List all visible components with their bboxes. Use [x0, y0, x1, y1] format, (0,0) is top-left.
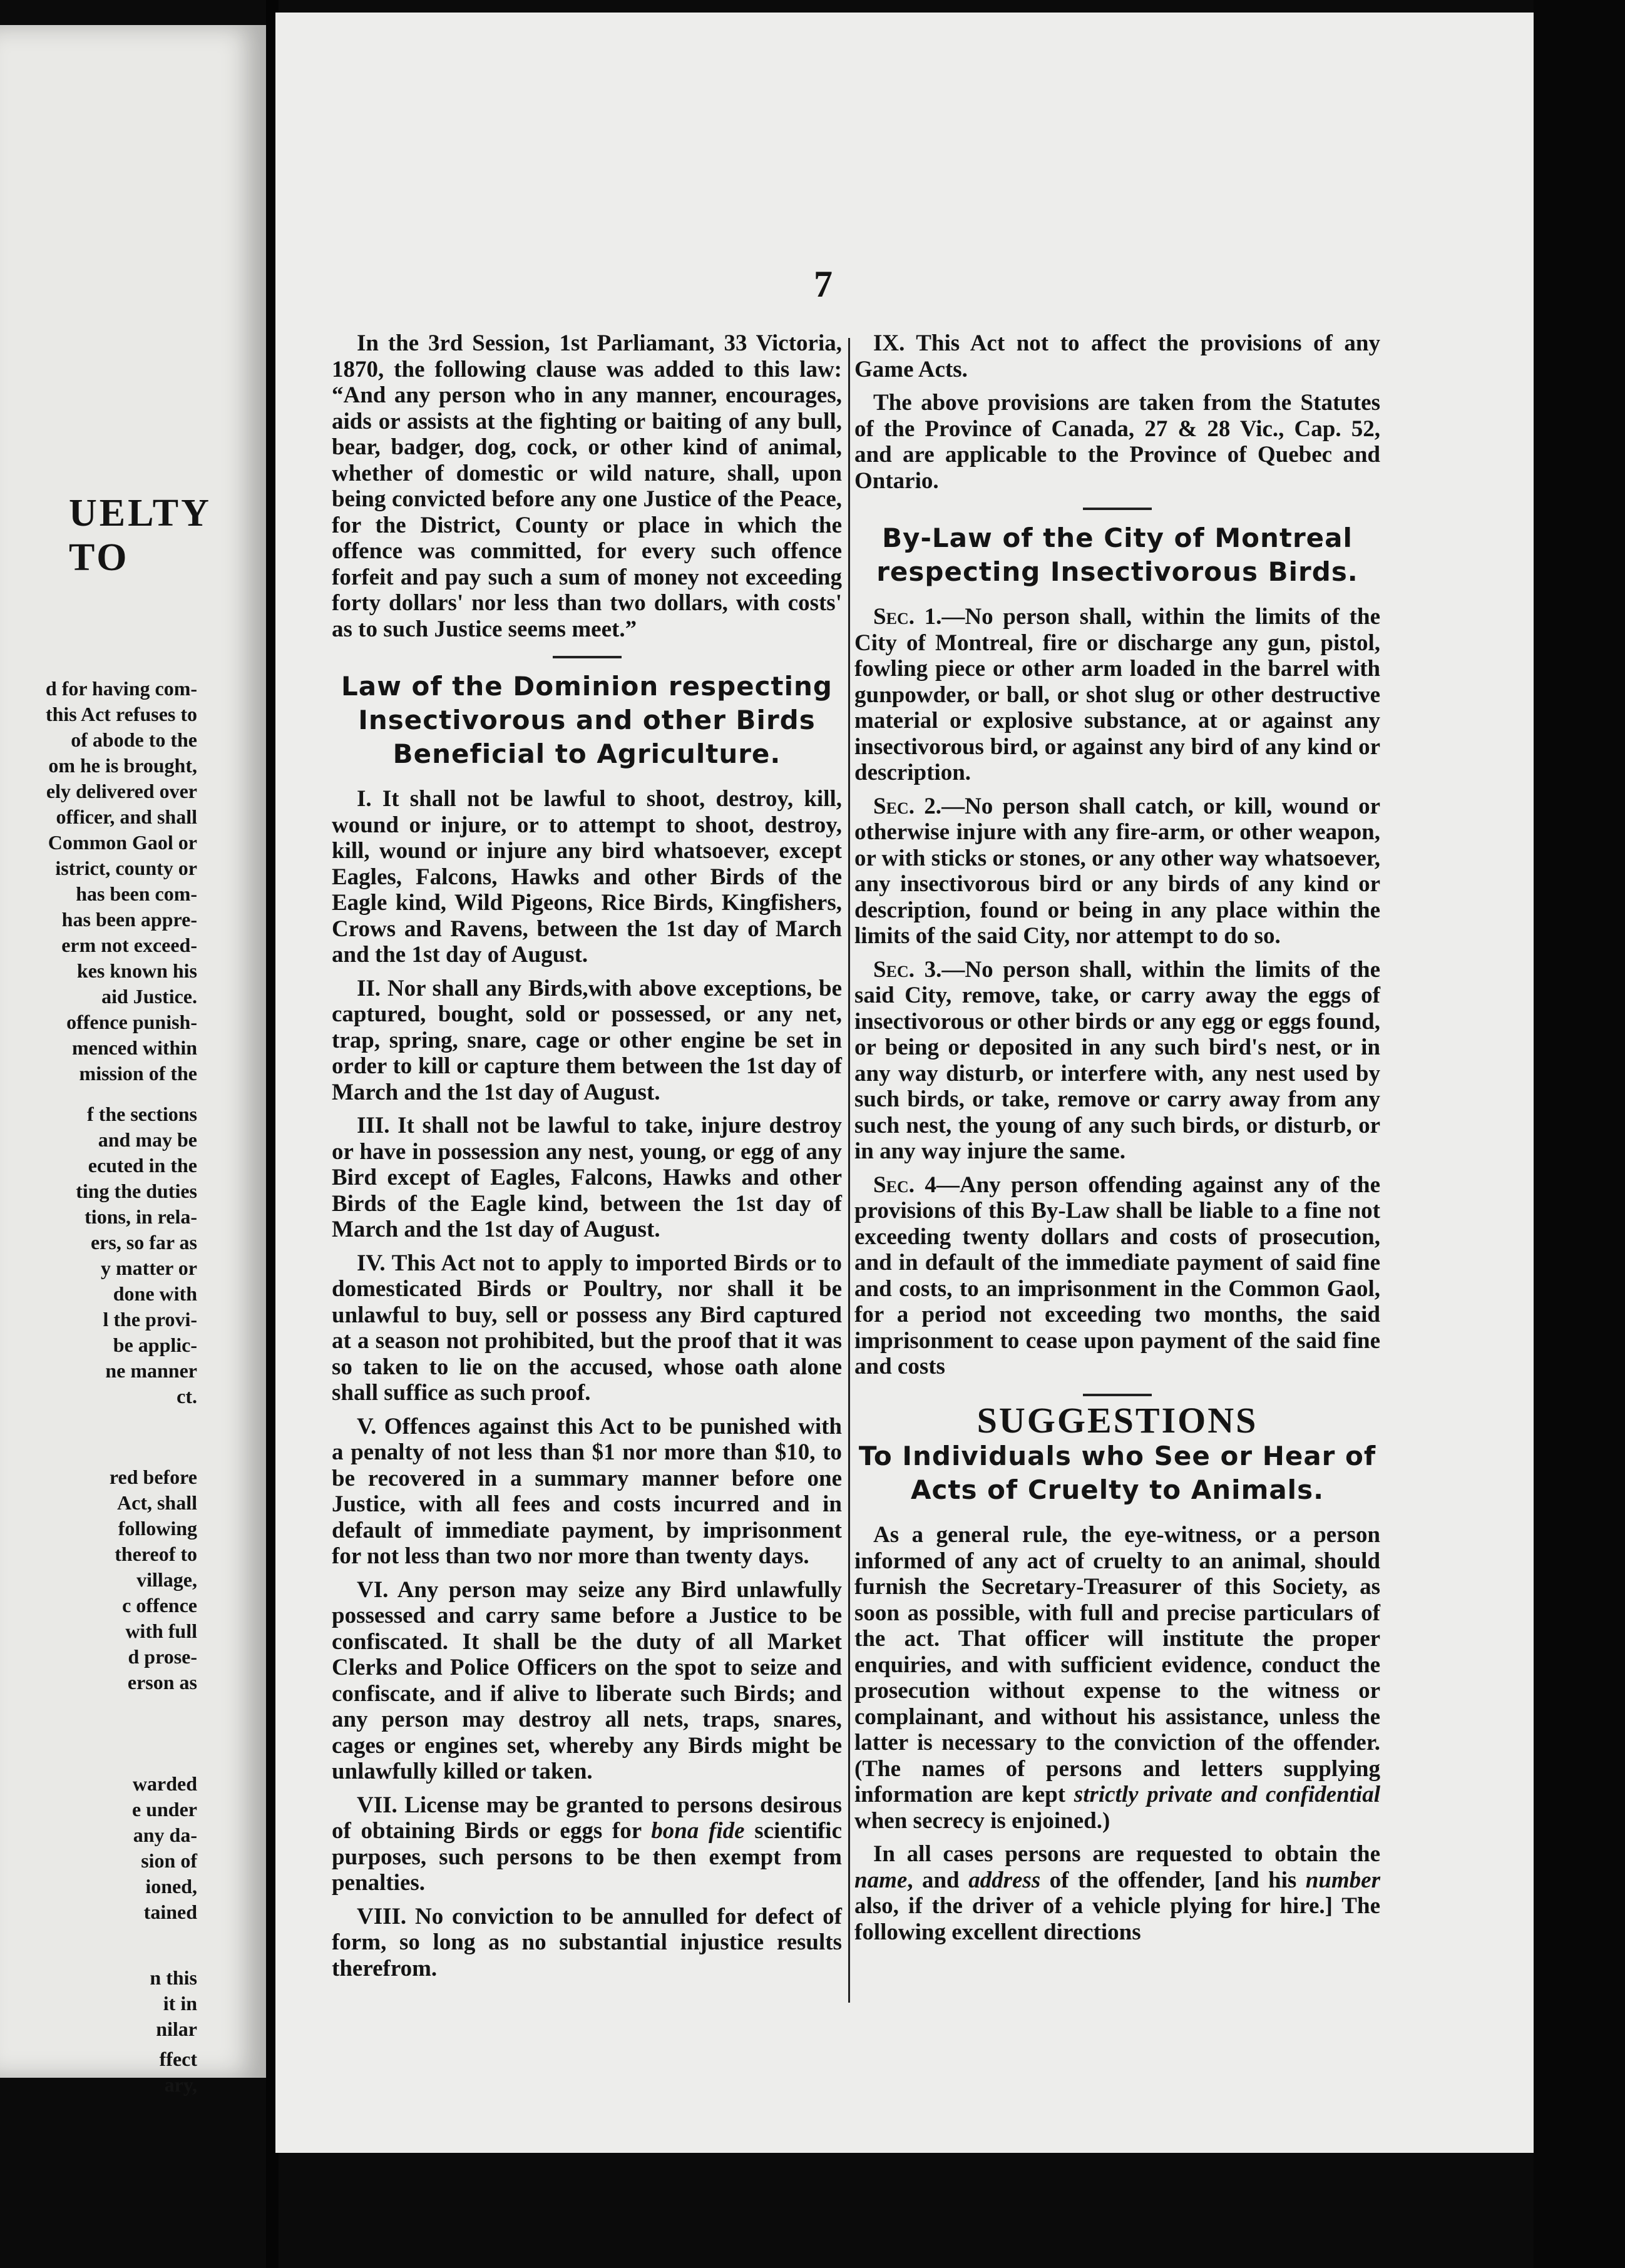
bylaw-heading: By-Law of the City of Montreal respecting Insectivorous Birds. — [876, 523, 1358, 587]
facing-page-line: ioned, — [145, 1875, 197, 1898]
page-number: 7 — [814, 263, 833, 305]
facing-page-line: offence punish- — [66, 1011, 197, 1033]
section-6: VI. Any person may seize any Bird unlawfully possessed and carry same before a Justice to be confiscated. It shall be the duty of all Market Clerks and Police Officers on the spot to seize and confiscate, and if alive to liberate such Birds; and any person may destroy all nets, traps, snares, cages or engines set, whereby any Birds might be unlawfully killed or taken. — [332, 1576, 842, 1784]
section-3: III. It shall not be lawful to take, injure destroy or have in possession any nest, young, or egg of any Bird except of Eagles, Falcons, Hawks and other Birds of the Eagle kind, between the 1st day of March and the 1st day of August. — [332, 1113, 842, 1242]
facing-page-line: ct. — [177, 1385, 197, 1407]
facing-page-line: d for having com- — [45, 677, 197, 700]
facing-page-heading: UELTY TO — [69, 492, 210, 579]
bylaw-section-3: Sec. 3.—No person shall, within the limits of the said City, remove, take, or carry away the eggs of insectivorous or other birds or any egg or eggs found, or being or deposited in any such bird's nest, or in any way disturb, or interfere with, any nest used by such birds, or take, remove or carry away from any such nest, the young of any such birds, or disturb, or in any way injure the same. — [854, 956, 1380, 1164]
bylaw-section-2: Sec. 2.—No person shall catch, or kill, wound or otherwise injure with any fire-arm, or other weapon, or with sticks or stones, or any other way whatsoever, any insectivorous bird or any birds of any kind or description, found or being in any place within the limits of the said City, nor attempt to do so. — [854, 793, 1380, 949]
section-divider — [1083, 1394, 1152, 1396]
section-2: II. Nor shall any Birds,with above exceptions, be captured, bought, sold or possessed, or any net, trap, spring, snare, cage or other engine be set in order to kill or capture them between the 1st day of March and the 1st day of August. — [332, 975, 842, 1105]
facing-page-line: has been appre- — [61, 908, 197, 931]
suggestions-title: SUGGESTIONS — [977, 1399, 1258, 1441]
facing-page-line: om he is brought, — [48, 754, 197, 777]
facing-fragment-d — [0, 1771, 266, 1925]
facing-page-line: done with — [113, 1282, 197, 1305]
section-5: V. Offences against this Act to be punished with a penalty of not less than $1 nor more than $10, to be recovered in a summary manner before one Justice, with all fees and costs incurred and in default of immediate payment, by imprisonment for not less than two nor more than twenty days. — [332, 1413, 842, 1569]
facing-page-line: ary, — [164, 2073, 197, 2096]
facing-page-line: has been com- — [76, 882, 197, 905]
facing-page-line: tained — [143, 1901, 197, 1923]
facing-page-line: nilar — [156, 2018, 197, 2040]
section-1: I. It shall not be lawful to shoot, destroy, kill, wound or injure, or to attempt to shoot, destroy, kill, wound or injure any bird whatsoever, except Eagles, Falcons, Hawks and other Birds of the Eagle kind, Wild Pigeons, Rice Birds, Kingfishers, Crows and Ravens, between the 1st day of March and the 1st day of August. — [332, 786, 842, 968]
facing-page-line: menced within — [72, 1036, 197, 1059]
facing-page-line: ers, so far as — [90, 1231, 197, 1254]
facing-page-line: n this — [150, 1966, 197, 1989]
facing-page-line: ffect — [159, 2048, 197, 2070]
facing-page-line: ecuted in the — [88, 1154, 197, 1177]
facing-page-line: erson as — [127, 1671, 197, 1693]
section-9: IX. This Act not to affect the provisions of any Game Acts. — [854, 330, 1380, 382]
facing-page-line: l the provi- — [103, 1308, 197, 1331]
facing-page-line: e under — [132, 1798, 197, 1821]
facing-page-line: ting the duties — [76, 1180, 197, 1202]
section-7: VII. License may be granted to persons desirous of obtaining Birds or eggs for bona fide scientific purposes, such persons to be then exempt from penalties. — [332, 1792, 843, 1896]
facing-page-line: Act, shall — [117, 1491, 197, 1514]
dominion-law-heading: Law of the Dominion respecting Insectivorous and other Birds Beneficial to Agriculture. — [341, 671, 833, 769]
facing-fragment-c — [0, 1464, 266, 1695]
facing-page-line: aid Justice. — [101, 985, 197, 1008]
section-divider — [1083, 508, 1152, 510]
facing-page-line: Common Gaol or — [48, 831, 197, 854]
facing-page-line: this Act refuses to — [45, 703, 197, 725]
facing-page-line: erm not exceed- — [61, 934, 197, 956]
left-column — [332, 330, 842, 1989]
facing-page-line: tions, in rela- — [85, 1205, 197, 1228]
suggestions-paragraph-2: In all cases persons are requested to obtain the name, and address of the offender, [and his number also, if the driver of a vehicle plying for hire.] The following excellent directions — [854, 1841, 1380, 1945]
facing-page-line: c offence — [122, 1594, 197, 1617]
suggestions-subtitle: To Individuals who See or Hear of Acts of Cruelty to Animals. — [858, 1441, 1376, 1505]
intro-paragraph: In the 3rd Session, 1st Parliamant, 33 Victoria, 1870, the following clause was added to this law: “And any person who in any manner, encourages, aids or assists at the fighting or baiting of any bull, bear, badger, dog, cock, or other kind of animal, whether of domestic or wild nature, shall, upon being convicted before any one Justice of the Peace, for the District, County or place in which the offence was committed, for every such offence forfeit and pay such a sum of money not exceeding forty dollars' nor less than two dollars, with costs' as to such Justice seems meet.” — [332, 330, 842, 642]
facing-fragment-e — [0, 1965, 266, 2042]
facing-page-line: any da- — [133, 1824, 197, 1846]
facing-page-line: y matter or — [101, 1257, 197, 1279]
section-4: IV. This Act not to apply to imported Birds or to domesticated Birds or Poultry, nor shall it be unlawful to buy, sell or possess any Bird captured at a season not prohibited, but the proof that it was so taken to lie on the accused, whose oath alone shall suffice as such proof. — [332, 1250, 842, 1406]
facing-page-line: officer, and shall — [56, 805, 197, 828]
facing-page-line: mission of the — [79, 1062, 197, 1085]
provisions-note: The above provisions are taken from the Statutes of the Province of Canada, 27 & 28 Vic., Cap. 52, and are applicable to the Province of Quebec and Ontario. — [854, 390, 1380, 494]
facing-page-line: warded — [132, 1772, 197, 1795]
facing-page-line: f the sections — [87, 1103, 197, 1125]
facing-page-line: sion of — [141, 1849, 197, 1872]
facing-page-line: be applic- — [113, 1334, 197, 1356]
facing-page-line: of abode to the — [71, 728, 197, 751]
facing-page-line: d prose- — [128, 1645, 197, 1668]
facing-page-line: with full — [125, 1620, 197, 1642]
facing-page-line: ely delivered over — [46, 780, 197, 802]
facing-page-line: red before — [109, 1466, 197, 1488]
facing-page-fragment — [0, 25, 266, 2096]
facing-page-line: it in — [163, 1992, 197, 2015]
facing-page-line: following — [118, 1517, 197, 1540]
section-divider — [553, 656, 622, 658]
facing-fragment-a — [0, 676, 266, 1086]
suggestions-paragraph-1: As a general rule, the eye-witness, or a person informed of any act of cruelty to an animal, should furnish the Secretary-Treasurer of this Society, as soon as possible, with full and precise particulars of the act. That officer will institute the proper enquiries, and with sufficient evidence, conduct the prosecution without expense to the witness or complainant, and without his assistance, unless the latter is necessary to the conviction of the offender. (The names of persons and letters supplying information are kept strictly private and confidential when secrecy is enjoined.) — [854, 1522, 1380, 1834]
facing-page-line: ne manner — [105, 1359, 197, 1382]
right-column — [854, 330, 1380, 1953]
facing-page-line: and may be — [98, 1128, 197, 1151]
section-8: VIII. No conviction to be annulled for defect of form, so long as no substantial injustice results therefrom. — [332, 1903, 842, 1981]
column-rule — [848, 338, 850, 2003]
facing-page-line: istrict, county or — [55, 857, 197, 879]
bylaw-section-4: Sec. 4—Any person offending against any of the provisions of this By-Law shall be liable to a fine not exceeding twenty dollars and costs of prosecution, and in default of the immediate payment of said fine and costs, to an imprisonment in the Common Gaol, for a period not exceeding two months, the said imprisonment to cease upon payment of the said fine and costs — [854, 1172, 1380, 1379]
facing-fragment-f — [0, 2046, 266, 2098]
facing-page-line: village, — [136, 1568, 197, 1591]
facing-page-line: thereof to — [115, 1543, 197, 1565]
bylaw-section-1: Sec. 1.—No person shall, within the limits of the City of Montreal, fire or discharge any gun, pistol, fowling piece or other arm loaded in the barrel with gunpowder, or ball, or shot slug or other destructive material or explosive substance, at or against any insectivorous bird, or against any bird of any kind or description. — [854, 604, 1380, 785]
scan-border — [1534, 0, 1625, 2268]
facing-fragment-b — [0, 1101, 266, 1409]
facing-page-line: kes known his — [76, 959, 197, 982]
